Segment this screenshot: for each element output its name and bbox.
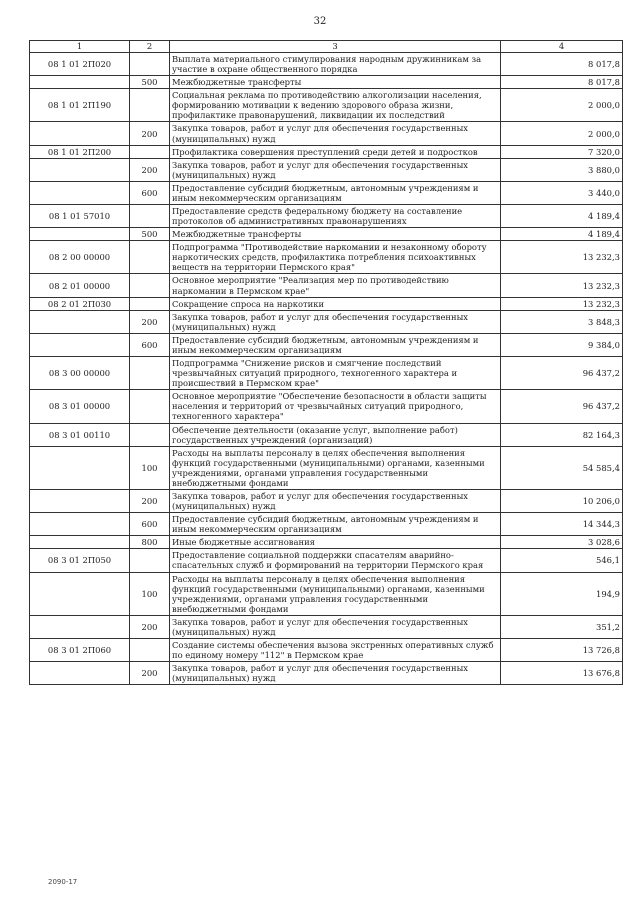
amount-cell: 8 017,8: [501, 76, 623, 89]
table-row: [30, 122, 623, 145]
table-row: [30, 572, 623, 615]
table-row: [30, 536, 623, 549]
item-name-cell: Закупка товаров, работ и услуг для обеспечения государственных (муниципальных) нужд: [170, 489, 501, 512]
item-name-cell: Предоставление средств федеральному бюджету на составление протоколов об административных правонарушениях: [170, 205, 501, 228]
item-name-cell: Закупка товаров, работ и услуг для обеспечения государственных (муниципальных) нужд: [170, 310, 501, 333]
expense-type-cell: [130, 297, 170, 310]
budget-code-cell: 08 1 01 2П020: [30, 53, 130, 76]
item-name-cell: Закупка товаров, работ и услуг для обеспечения государственных (муниципальных) нужд: [170, 615, 501, 638]
budget-code-cell: 08 3 01 00000: [30, 390, 130, 423]
expense-type-cell: 600: [130, 333, 170, 356]
expense-type-cell: [130, 638, 170, 661]
budget-code-cell: [30, 662, 130, 685]
budget-code-cell: 08 2 01 00000: [30, 274, 130, 297]
item-name-cell: Подпрограмма "Противодействие наркомании и незаконному обороту наркотических средств, профилактика потребления психоактивных веществ на территории Пермского края": [170, 241, 501, 274]
amount-cell: 82 164,3: [501, 423, 623, 446]
table-row: [30, 549, 623, 572]
budget-table: [29, 40, 623, 685]
item-name-cell: Закупка товаров, работ и услуг для обеспечения государственных (муниципальных) нужд: [170, 662, 501, 685]
expense-type-cell: [130, 53, 170, 76]
item-name-cell: Сокращение спроса на наркотики: [170, 297, 501, 310]
column-header-4: 4: [501, 41, 623, 53]
budget-code-cell: 08 1 01 57010: [30, 205, 130, 228]
item-name-cell: Предоставление субсидий бюджетным, автономным учреждениям и иным некоммерческим организациям: [170, 333, 501, 356]
budget-code-cell: [30, 76, 130, 89]
table-row: [30, 615, 623, 638]
item-name-cell: Создание системы обеспечения вызова экстренных оперативных служб по единому номеру "112" в Пермском крае: [170, 638, 501, 661]
budget-code-cell: [30, 615, 130, 638]
item-name-cell: Предоставление социальной поддержки спасателям аварийно-спасательных служб и формирований на территории Пермского края: [170, 549, 501, 572]
expense-type-cell: 200: [130, 310, 170, 333]
table-row: [30, 390, 623, 423]
expense-type-cell: [130, 549, 170, 572]
budget-code-cell: [30, 158, 130, 181]
amount-cell: 13 726,8: [501, 638, 623, 661]
table-row: [30, 76, 623, 89]
table-row: [30, 89, 623, 122]
column-header-3: 3: [170, 41, 501, 53]
table-row: [30, 423, 623, 446]
table-row: [30, 228, 623, 241]
item-name-cell: Предоставление субсидий бюджетным, автономным учреждениям и иным некоммерческим организациям: [170, 513, 501, 536]
page-number: 32: [313, 16, 327, 27]
amount-cell: 13 232,3: [501, 297, 623, 310]
table-row: [30, 662, 623, 685]
budget-code-cell: [30, 489, 130, 512]
item-name-cell: Закупка товаров, работ и услуг для обеспечения государственных (муниципальных) нужд: [170, 122, 501, 145]
expense-type-cell: [130, 145, 170, 158]
amount-cell: 2 000,0: [501, 89, 623, 122]
expense-type-cell: 600: [130, 181, 170, 204]
table-row: [30, 297, 623, 310]
amount-cell: 3 848,3: [501, 310, 623, 333]
amount-cell: 3 028,6: [501, 536, 623, 549]
item-name-cell: Профилактика совершения преступлений среди детей и подростков: [170, 145, 501, 158]
table-row: [30, 446, 623, 489]
amount-cell: 8 017,8: [501, 53, 623, 76]
expense-type-cell: [130, 205, 170, 228]
item-name-cell: Расходы на выплаты персоналу в целях обеспечения выполнения функций государственными (муниципальными) органами, казенными учреждениями, органами управления государственными внебюджетными фондами: [170, 572, 501, 615]
expense-type-cell: 200: [130, 158, 170, 181]
column-header-2: 2: [130, 41, 170, 53]
amount-cell: 14 344,3: [501, 513, 623, 536]
budget-code-cell: [30, 122, 130, 145]
amount-cell: 10 206,0: [501, 489, 623, 512]
budget-code-cell: [30, 228, 130, 241]
column-header-1: 1: [30, 41, 130, 53]
amount-cell: 9 384,0: [501, 333, 623, 356]
item-name-cell: Социальная реклама по противодействию алкоголизации населения, формированию мотивации к ведению здорового образа жизни, профилактике правонарушений, ликвидации их последствий: [170, 89, 501, 122]
table-row: [30, 357, 623, 390]
expense-type-cell: [130, 357, 170, 390]
amount-cell: 3 440,0: [501, 181, 623, 204]
amount-cell: 96 437,2: [501, 357, 623, 390]
table-row: [30, 310, 623, 333]
amount-cell: 194,9: [501, 572, 623, 615]
item-name-cell: Предоставление субсидий бюджетным, автономным учреждениям и иным некоммерческим организациям: [170, 181, 501, 204]
item-name-cell: Межбюджетные трансферты: [170, 76, 501, 89]
expense-type-cell: 200: [130, 615, 170, 638]
amount-cell: 13 232,3: [501, 241, 623, 274]
table-row: [30, 638, 623, 661]
amount-cell: 3 880,0: [501, 158, 623, 181]
footer-document-code: 2090-17: [48, 878, 78, 886]
table-row: [30, 489, 623, 512]
expense-type-cell: [130, 241, 170, 274]
budget-code-cell: [30, 333, 130, 356]
item-name-cell: Расходы на выплаты персоналу в целях обеспечения выполнения функций государственными (муниципальными) органами, казенными учреждениями, органами управления государственными внебюджетными фондами: [170, 446, 501, 489]
table-row: [30, 205, 623, 228]
expense-type-cell: [130, 423, 170, 446]
expense-type-cell: [130, 89, 170, 122]
budget-code-cell: 08 2 00 00000: [30, 241, 130, 274]
table-row: [30, 513, 623, 536]
expense-type-cell: 200: [130, 122, 170, 145]
budget-code-cell: [30, 572, 130, 615]
budget-code-cell: 08 1 01 2П200: [30, 145, 130, 158]
budget-code-cell: [30, 446, 130, 489]
column-header-row: [30, 41, 623, 53]
table-row: [30, 181, 623, 204]
item-name-cell: Иные бюджетные ассигнования: [170, 536, 501, 549]
amount-cell: 13 676,8: [501, 662, 623, 685]
amount-cell: 13 232,3: [501, 274, 623, 297]
table-row: [30, 274, 623, 297]
budget-code-cell: 08 2 01 2П030: [30, 297, 130, 310]
amount-cell: 4 189,4: [501, 205, 623, 228]
expense-type-cell: [130, 390, 170, 423]
table-row: [30, 241, 623, 274]
item-name-cell: Подпрограмма "Снижение рисков и смягчение последствий чрезвычайных ситуаций природного, техногенного характера и происшествий в Пермском крае": [170, 357, 501, 390]
table-row: [30, 53, 623, 76]
budget-code-cell: [30, 513, 130, 536]
expense-type-cell: 100: [130, 572, 170, 615]
item-name-cell: Закупка товаров, работ и услуг для обеспечения государственных (муниципальных) нужд: [170, 158, 501, 181]
amount-cell: 351,2: [501, 615, 623, 638]
expense-type-cell: 600: [130, 513, 170, 536]
item-name-cell: Обеспечение деятельности (оказание услуг, выполнение работ) государственных учреждений (организаций): [170, 423, 501, 446]
table-body: [30, 41, 623, 685]
amount-cell: 546,1: [501, 549, 623, 572]
expense-type-cell: 200: [130, 662, 170, 685]
expense-type-cell: 500: [130, 228, 170, 241]
budget-code-cell: [30, 536, 130, 549]
item-name-cell: Выплата материального стимулирования народным дружинникам за участие в охране общественного порядка: [170, 53, 501, 76]
table-row: [30, 333, 623, 356]
amount-cell: 54 585,4: [501, 446, 623, 489]
item-name-cell: Межбюджетные трансферты: [170, 228, 501, 241]
expense-type-cell: 800: [130, 536, 170, 549]
expense-type-cell: 200: [130, 489, 170, 512]
table-row: [30, 158, 623, 181]
amount-cell: 96 437,2: [501, 390, 623, 423]
amount-cell: 7 320,0: [501, 145, 623, 158]
budget-code-cell: 08 1 01 2П190: [30, 89, 130, 122]
item-name-cell: Основное мероприятие "Обеспечение безопасности в области защиты населения и территорий от чрезвычайных ситуаций природного, техногенного характера": [170, 390, 501, 423]
amount-cell: 2 000,0: [501, 122, 623, 145]
budget-code-cell: 08 3 01 2П060: [30, 638, 130, 661]
item-name-cell: Основное мероприятие "Реализация мер по противодействию наркомании в Пермском крае": [170, 274, 501, 297]
budget-code-cell: 08 3 01 00110: [30, 423, 130, 446]
budget-code-cell: [30, 310, 130, 333]
table-row: [30, 145, 623, 158]
budget-code-cell: 08 3 00 00000: [30, 357, 130, 390]
budget-code-cell: 08 3 01 2П050: [30, 549, 130, 572]
expense-type-cell: [130, 274, 170, 297]
budget-code-cell: [30, 181, 130, 204]
expense-type-cell: 500: [130, 76, 170, 89]
expense-type-cell: 100: [130, 446, 170, 489]
amount-cell: 4 189,4: [501, 228, 623, 241]
